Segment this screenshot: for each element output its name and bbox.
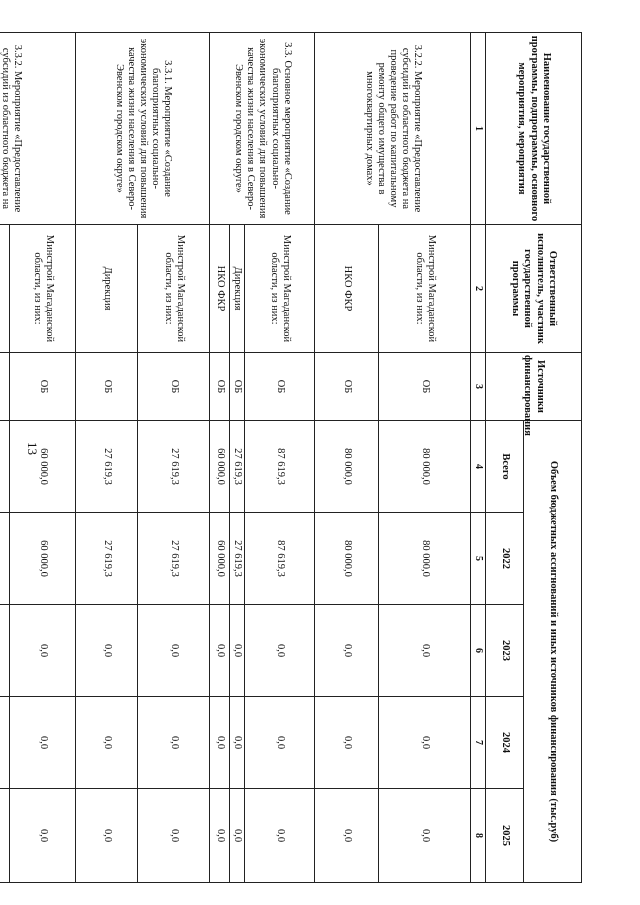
cell-executor: Минстрой Магаданской области, из них: (245, 225, 315, 353)
cell-y2023 (0, 605, 10, 697)
cell-y2024: 0,0 (230, 697, 245, 789)
cell-source: ОБ (76, 353, 138, 421)
column-number: 5 (471, 513, 486, 605)
header-2025: 2025 (486, 789, 524, 883)
cell-total (0, 421, 10, 513)
header-total: Всего (486, 421, 524, 513)
cell-y2022: 60 000,0 (210, 513, 230, 605)
cell-y2025: 0,0 (76, 789, 138, 883)
cell-executor: Дирекция (230, 225, 245, 353)
cell-y2023: 0,0 (245, 605, 315, 697)
header-2022: 2022 (486, 513, 524, 605)
cell-y2025: 0,0 (10, 789, 76, 883)
cell-total: 60 000,0 (10, 421, 76, 513)
cell-y2022: 60 000,0 (10, 513, 76, 605)
cell-y2023: 0,0 (230, 605, 245, 697)
cell-y2022: 27 619,3 (230, 513, 245, 605)
activity-name: 3.3.1. Мероприятие «Создание благоприятных социально-экономических условий для повышения качества жизни населения в Северо-Эвенском городском округе» (76, 33, 210, 225)
cell-source: ОБ (379, 353, 471, 421)
cell-y2023: 0,0 (138, 605, 210, 697)
cell-y2022 (0, 513, 10, 605)
cell-source: ОБ (230, 353, 245, 421)
table-row (379, 33, 471, 883)
column-number: 7 (471, 697, 486, 789)
cell-source (0, 353, 10, 421)
funding-table (0, 32, 582, 883)
column-number: 8 (471, 789, 486, 883)
cell-executor (0, 225, 10, 353)
cell-source: ОБ (10, 353, 76, 421)
cell-total: 60 000,0 (210, 421, 230, 513)
column-number: 3 (471, 353, 486, 421)
activity-name: 3.3.2. Мероприятие «Предоставление субсидий из областного бюджета на (0, 33, 76, 225)
cell-total: 80 000,0 (379, 421, 471, 513)
cell-y2025: 0,0 (315, 789, 379, 883)
cell-total: 27 619,3 (230, 421, 245, 513)
cell-source: ОБ (210, 353, 230, 421)
column-number: 6 (471, 605, 486, 697)
cell-y2023: 0,0 (210, 605, 230, 697)
header-funding: Объем бюджетных ассигнований и иных источников финансирования (тыс.руб) (524, 421, 582, 883)
cell-y2023: 0,0 (379, 605, 471, 697)
column-number: 1 (471, 33, 486, 225)
cell-y2024: 0,0 (245, 697, 315, 789)
table-row (10, 33, 76, 883)
cell-y2022: 80 000,0 (379, 513, 471, 605)
column-number: 2 (471, 225, 486, 353)
cell-y2023: 0,0 (315, 605, 379, 697)
activity-name: 3.2.2. Мероприятие «Предоставление субсидий из областного бюджета на проведение работ по капитальному ремонту общего имущества в многоквартирных домах» (315, 33, 471, 225)
cell-total: 80 000,0 (315, 421, 379, 513)
cell-y2022: 27 619,3 (76, 513, 138, 605)
cell-executor: Минстрой Магаданской области, из них: (379, 225, 471, 353)
cell-y2025: 0,0 (210, 789, 230, 883)
table-row (245, 33, 315, 883)
header-2023: 2023 (486, 605, 524, 697)
cell-total: 27 619,3 (76, 421, 138, 513)
cell-source: ОБ (315, 353, 379, 421)
cell-y2025 (0, 789, 10, 883)
cell-executor: Дирекция (76, 225, 138, 353)
cell-y2024: 0,0 (10, 697, 76, 789)
cell-total: 27 619,3 (138, 421, 210, 513)
header-executor: Ответственный исполнитель, участник государственной программы (486, 225, 582, 353)
header-name: Наименование государственной программы, подпрограммы, основного мероприятия, мероприятия (486, 33, 582, 225)
cell-y2025: 0,0 (245, 789, 315, 883)
cell-executor: Минстрой Магаданской области, из них: (10, 225, 76, 353)
table-row (138, 33, 210, 883)
cell-y2024: 0,0 (138, 697, 210, 789)
header-source: Источники финансирования (486, 353, 582, 421)
cell-source: ОБ (138, 353, 210, 421)
column-number: 4 (471, 421, 486, 513)
cell-y2023: 0,0 (10, 605, 76, 697)
page-number: 13 (25, 442, 40, 455)
cell-y2022: 27 619,3 (138, 513, 210, 605)
cell-executor: НКО ФКР (315, 225, 379, 353)
cell-source: ОБ (245, 353, 315, 421)
header-2024: 2024 (486, 697, 524, 789)
cell-y2024 (0, 697, 10, 789)
cell-y2023: 0,0 (76, 605, 138, 697)
cell-y2022: 87 619,3 (245, 513, 315, 605)
cell-y2024: 0,0 (315, 697, 379, 789)
cell-y2024: 0,0 (379, 697, 471, 789)
cell-y2024: 0,0 (76, 697, 138, 789)
cell-executor: Минстрой Магаданской области, из них: (138, 225, 210, 353)
cell-y2022: 80 000,0 (315, 513, 379, 605)
cell-y2025: 0,0 (230, 789, 245, 883)
activity-name: 3.3. Основное мероприятие «Создание благоприятных социально-экономических условий для повышения качества жизни населения в Северо-Эвенском городском округе» (210, 33, 315, 225)
cell-y2025: 0,0 (379, 789, 471, 883)
cell-y2024: 0,0 (210, 697, 230, 789)
cell-total: 87 619,3 (245, 421, 315, 513)
cell-y2025: 0,0 (138, 789, 210, 883)
cell-executor: НКО ФКР (210, 225, 230, 353)
